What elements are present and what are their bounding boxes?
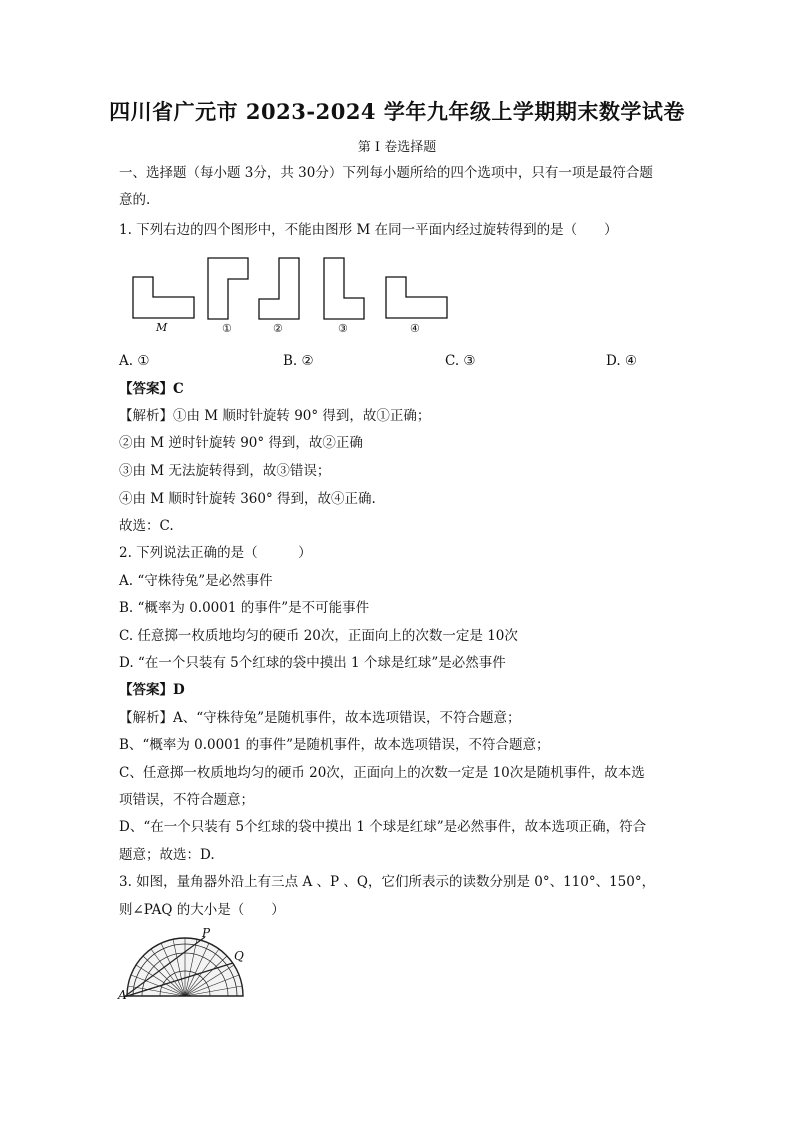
q2-option-d: D. “在一个只装有 5个红球的袋中摸出 1 个球是红球”是必然事件 [119,655,506,671]
q1-option-b: B. ② [283,353,314,369]
figure-2-label: ② [273,322,283,335]
section-instruction-cont: 意的. [119,192,151,208]
section-instruction: 一、选择题（每小题 3分，共 30分）下列每小题所给的四个选项中，只有一项是最符合题 [119,165,653,181]
q2-explanation-4: 项错误，不符合题意； [119,792,254,808]
q1-explanation-4: ④由 M 顺时针旋转 360° 得到，故④正确. [119,491,376,507]
q2-explanation-1: 【解析】A、“守株待兔”是随机事件，故本选项错误，不符合题意； [119,710,521,726]
q2-answer: 【答案】D [119,682,185,698]
q3-stem-2: 则∠PAQ 的大小是（ ） [119,902,285,918]
q2-explanation-2: B、“概率为 0.0001 的事件”是随机事件，故本选项错误，不符合题意； [119,737,550,753]
q2-option-b: B. “概率为 0.0001 的事件”是不可能事件 [119,600,370,616]
figure-4-label: ④ [410,322,420,335]
q1-stem: 1. 下列右边的四个图形中，不能由图形 M 在同一平面内经过旋转得到的是（ ） [119,222,618,238]
figure-1-label: ① [222,322,232,335]
figure-3-label: ③ [338,322,348,335]
q2-explanation-3: C、任意掷一枚质地均匀的硬币 20次，正面向上的次数一定是 10次是随机事件，故本选 [119,765,645,781]
page-title: 四川省广元市 2023-2024 学年九年级上学期期末数学试卷 [109,99,685,124]
q2-explanation-6: 题意；故选：D. [119,847,215,863]
figure-m-label: M [156,321,168,334]
q1-option-c: C. ③ [445,353,476,369]
section-subtitle: 第 I 卷选择题 [357,140,437,155]
q3-stem-1: 3. 如图，量角器外沿上有三点 A 、P 、Q，它们所表示的读数分别是 0°、110°、150°， [119,874,656,890]
q2-stem: 2. 下列说法正确的是（ ） [119,545,312,561]
q2-option-a: A. “守株待兔”是必然事件 [119,573,273,589]
q2-option-c: C. 任意掷一枚质地均匀的硬币 20次，正面向上的次数一定是 10次 [119,628,518,644]
q1-option-a: A. ① [119,353,150,369]
q1-explanation-5: 故选：C. [119,518,174,534]
q1-answer: 【答案】C [119,381,184,397]
q1-explanation-1: 【解析】①由 M 顺时针旋转 90° 得到，故①正确； [119,408,431,424]
point-a-label: A [118,988,127,1002]
point-p-label: P [202,926,211,940]
q1-explanation-2: ②由 M 逆时针旋转 90° 得到，故②正确 [119,435,363,451]
point-q-label: Q [234,949,244,963]
q1-explanation-3: ③由 M 无法旋转得到，故③错误； [119,463,331,479]
q2-explanation-5: D、“在一个只装有 5个红球的袋中摸出 1 个球是红球”是必然事件，故本选项正确，符合 [119,819,647,835]
q1-option-d: D. ④ [606,353,638,369]
